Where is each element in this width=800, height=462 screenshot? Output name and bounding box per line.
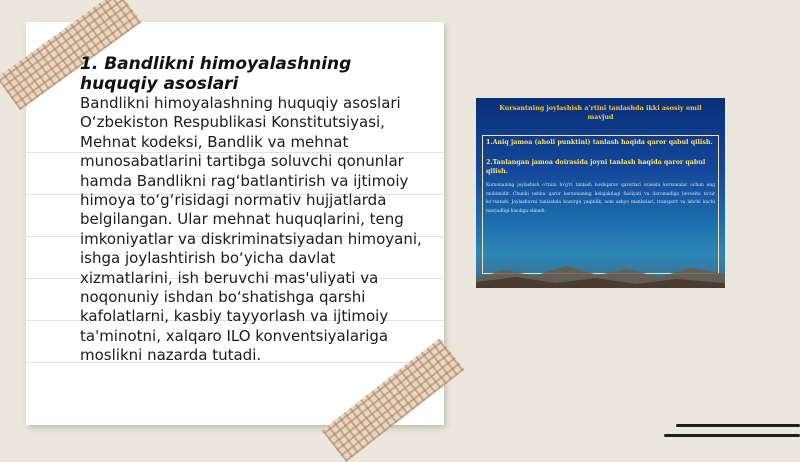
decorative-stroke [664, 434, 800, 437]
slide-item-1: 1.Aniq jamoa (aholi punktini) tanlash haqida qaror qabul qilish. [486, 139, 713, 146]
slide-heading: Kursantning joylashish a'rtini tanlashda ikki asosiy omil mavjud [499, 104, 702, 121]
mountain-silhouette [476, 260, 725, 288]
page-title: 1. Bandlikni himoyalashning huquqiy asoslari [80, 54, 352, 94]
body-paragraph: Bandlikni himoyalashning huquqiy asoslari O‘zbekiston Respublikasi Konstitutsiyasi, Mehnat kodeksi, Bandlik va mehnat munosabatlarini tartibga soluvchi qonunlar hamda Bandlikni rag‘batlantirish va ijtimoiy himoya to‘g‘risidagi normativ hujjatlarda belgilangan. Ular mehnat huquqlarini, teng imkoniyatlar va diskriminatsiyadan himoyani, ishga joylashtirish bo‘yicha davlat xizmatlarini, ish beruvchi mas'uliyati va noqonuniy ishdan bo‘shatishga qarshi kafolatlarni, kasbiy tayyorlash va ijtimoiy ta'minotni, xalqaro ILO konventsiyalariga moslikni nazarda tutadi. [80, 94, 422, 365]
decorative-stroke [676, 424, 800, 427]
slide-content-box [482, 135, 719, 274]
slide-paragraph: Korxonaning joylashish o'rnini to'g'ri tanlash boshqaruv qarorlari orasida korxonalar uchun eng muhimidir. Chunki ushbu qaror korxonaning kelajakdagi faoliyati va daromadiga bevosita ta'sir ko'rsatadi. Joylashuvni tanlashda bozorga yaqinlik, xom ashyo manbalari, transport va ishchi kuchi mavjudligi hisobga olinadi. [486, 183, 715, 214]
slide-image [476, 98, 725, 288]
slide-item-2: 2.Tanlangan jamoa doirasida joyni tanlash haqida qaror qabul qilish. [486, 159, 706, 175]
